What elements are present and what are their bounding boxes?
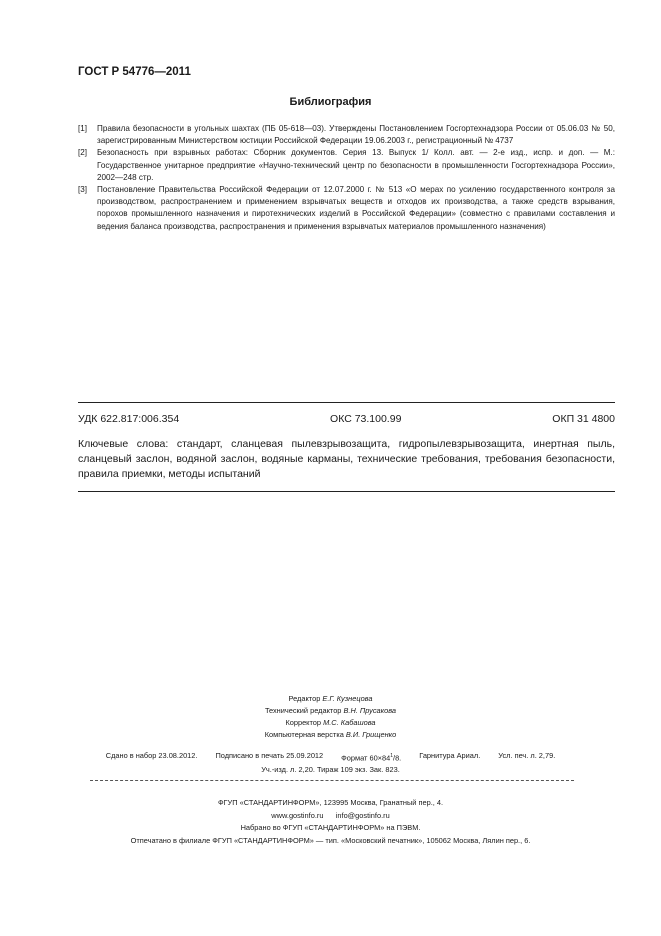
credit-editor: Редактор Е.Г. Кузнецова xyxy=(288,694,373,703)
standard-number: ГОСТ Р 54776—2011 xyxy=(78,66,191,78)
typeset-note: Набрано во ФГУП «СТАНДАРТИНФОРМ» на ПЭВМ. xyxy=(240,823,421,832)
imprint-block xyxy=(0,797,661,847)
publication-line-2: Уч.-изд. л. 2,20. Тираж 109 экз. Зак. 823. xyxy=(261,765,400,775)
credit-tech-editor: Технический редактор В.Н. Прусакова xyxy=(264,706,397,716)
dashed-separator xyxy=(90,780,574,781)
bibliography-item-number: [3] xyxy=(78,185,87,195)
bibliography-item-text: Постановление Правительства Российской Федерации от 12.07.2000 г. № 513 «О мерах по усилению государственного контроля за производством, распространением и применением взрывчатых веществ и отходов их производства, а также средств взрывания, порохов промышленного назначения и пиротехнических изделий в Российской Федерации» (совместно с правилами составления и ведения баланса производства, распространения и применения взрывчатых материалов промышленного назначения) xyxy=(97,185,615,231)
bibliography-item-text: Безопасность при взрывных работах: Сборник документов. Серия 13. Выпуск 1/ Колл. авт. — 2-е изд., испр. и доп. — М.: Государственное унитарное предприятие «Научно-технический центр по безопасности в промышленности Госгортехнадзора России», 2002—248 стр. xyxy=(97,148,615,182)
oks-code: ОКС 73.100.99 xyxy=(330,413,402,425)
credits-block xyxy=(0,693,661,741)
publication-info xyxy=(0,750,661,776)
signed-date: Подписано в печать 25.09.2012 xyxy=(215,751,324,760)
publisher-address: ФГУП «СТАНДАРТИНФОРМ», 123995 Москва, Гранатный пер., 4. xyxy=(217,798,444,807)
classification-codes xyxy=(78,413,615,425)
udk-code: УДК 622.817:006.354 xyxy=(78,413,180,425)
bibliography-item-text: Правила безопасности в угольных шахтах (ПБ 05-618—03). Утверждены Постановлением Госгортехнадзора России от 05.06.03 № 50, зарегистрированным Министерством юстиции Российской Федерации 19.06.2003 г., регистрационный № 4737 xyxy=(97,124,615,146)
okp-code: ОКП 31 4800 xyxy=(552,413,615,425)
format: Формат $60\times 84^1/8$. xyxy=(341,753,402,763)
printed-note: Отпечатано в филиале ФГУП «СТАНДАРТИНФОРМ» — тип. «Московский печатник», 105062 Москва, Лялин пер., 6. xyxy=(130,835,531,845)
bibliography-item xyxy=(78,184,615,233)
bottom-divider xyxy=(78,491,615,492)
credit-layout: Компьютерная верстка В.И. Грищенко xyxy=(264,730,397,740)
bibliography-list xyxy=(78,123,615,233)
publisher-web: www.gostinfo.ru info@gostinfo.ru xyxy=(271,810,390,820)
bibliography-title: Библиография xyxy=(289,96,372,108)
credit-proofreader: Корректор М.С. Кабашова xyxy=(285,718,376,728)
printed-sheets: Усл. печ. л. 2,79. xyxy=(498,751,556,760)
bibliography-item xyxy=(78,123,615,147)
bibliography-item-number: [2] xyxy=(78,148,87,158)
bibliography-item-number: [1] xyxy=(78,124,87,133)
bibliography-item xyxy=(78,147,615,184)
keywords: Ключевые слова: стандарт, сланцевая пылевзрывозащита, гидропылевзрывозащита, инертная пыль, сланцевый заслон, водяной заслон, водяные карманы, технические требования, требования безопасности, правила приемки, методы испытаний xyxy=(78,438,615,480)
typeface: Гарнитура Ариал. xyxy=(419,751,481,760)
sent-to-print-date: Сдано в набор 23.08.2012. xyxy=(105,751,198,760)
top-divider xyxy=(78,402,615,403)
